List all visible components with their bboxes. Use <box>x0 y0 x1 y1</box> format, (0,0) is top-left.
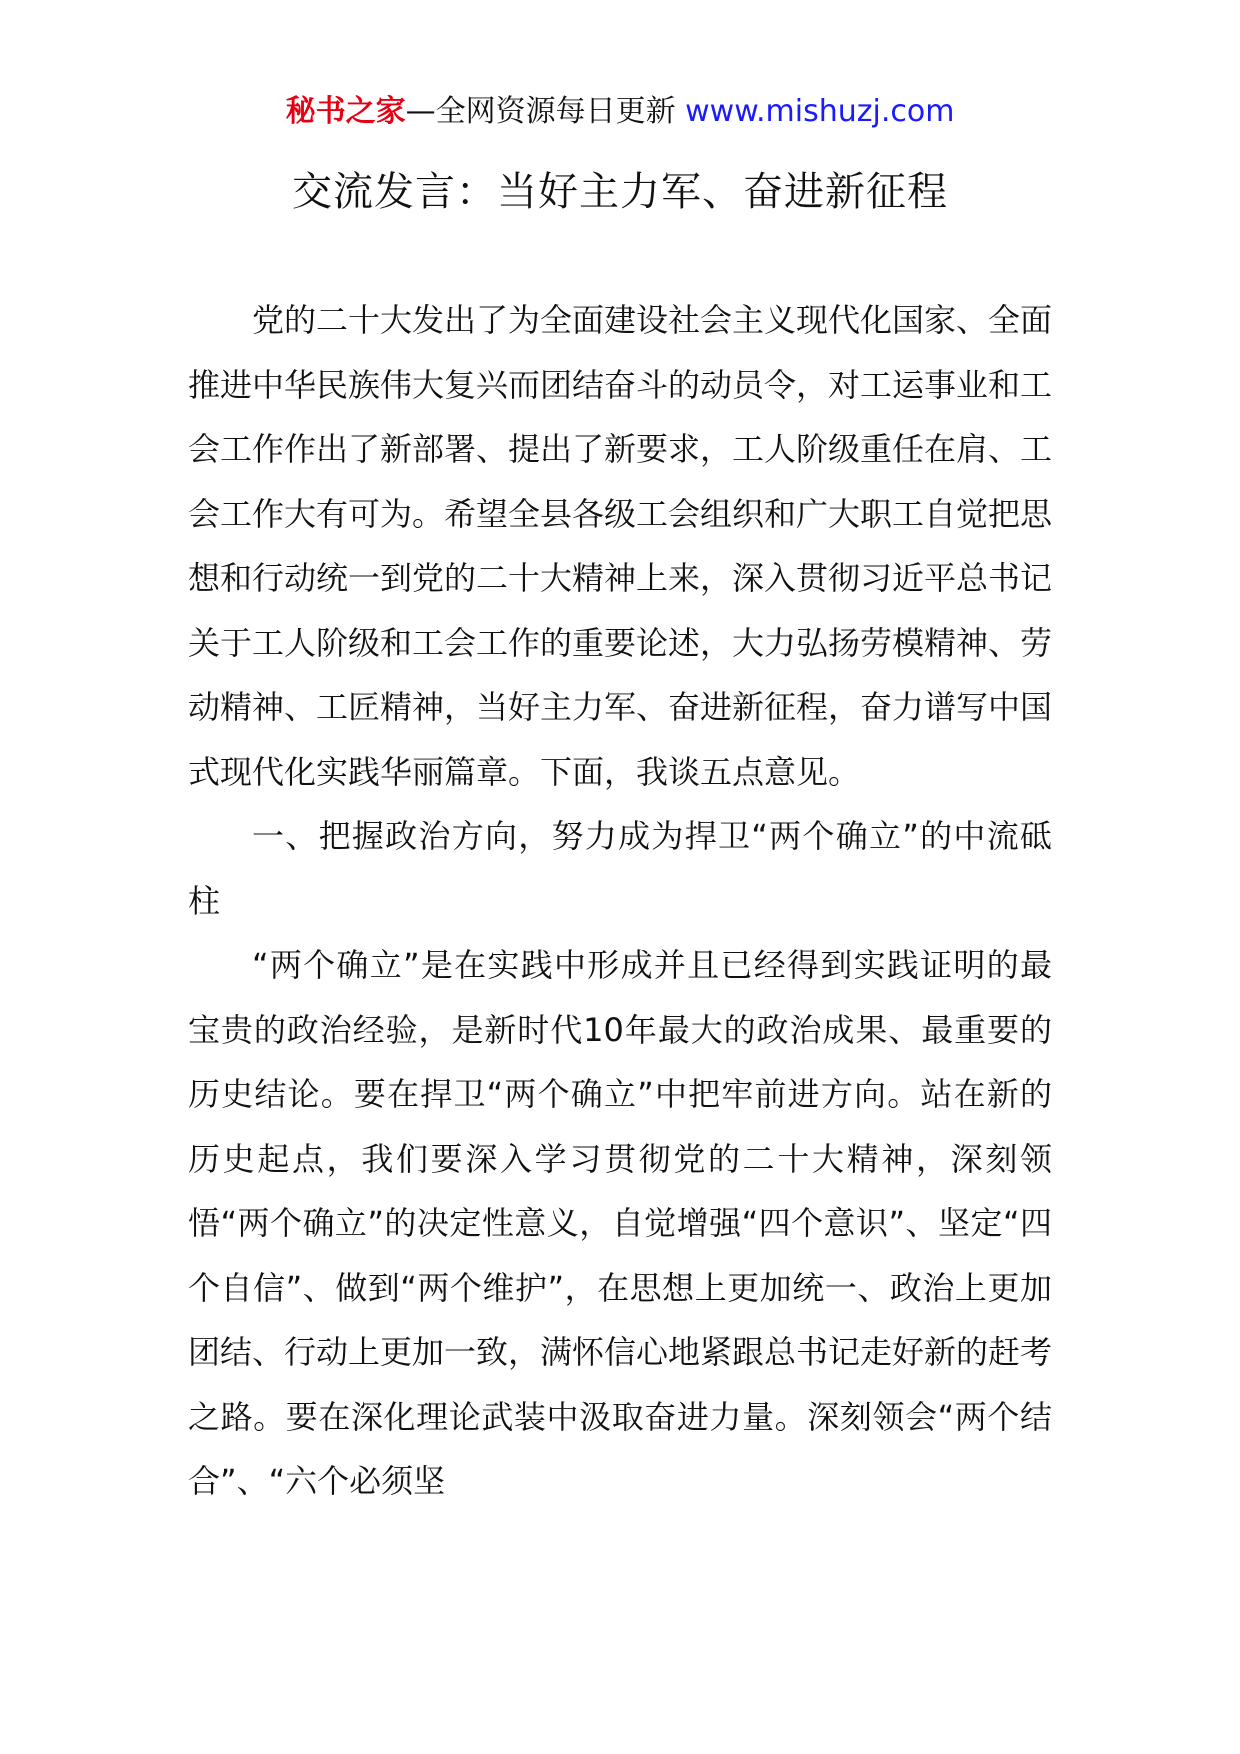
section-heading: 一、把握政治方向，努力成为捍卫“两个确立”的中流砥柱 <box>188 817 1052 920</box>
intro-paragraph: 党的二十大发出了为全面建设社会主义现代化国家、全面推进中华民族伟大复兴而团结奋斗的动员令，对工运事业和工会工作作出了新部署、提出了新要求，工人阶级重任在肩、工会工作大有可为。希望全县各级工会组织和广大职工自觉把思想和行动统一到党的二十大精神上来，深入贯彻习近平总书记关于工人阶级和工会工作的重要论述，大力弘扬劳模精神、劳动精神、工匠精神，当好主力军、奋进新征程，奋力谱写中国式现代化实践华丽篇章。下面，我谈五点意见。 <box>188 301 1053 791</box>
body-paragraph: “两个确立”是在实践中形成并且已经得到实践证明的最宝贵的政治经验，是新时代10年最大的政治成果、最重要的历史结论。要在捍卫“两个确立”中把牢前进方向。站在新的历史起点，我们要深入学习贯彻党的二十大精神，深刻领悟“两个确立”的决定性意义，自觉增强“四个意识”、坚定“四个自信”、做到“两个维护”，在思想上更加统一、政治上更加团结、行动上更加一致，满怀信心地紧跟总书记走好新的赶考之路。要在深化理论武装中汲取奋进力量。深刻领会“两个结合”、“六个必须坚 <box>188 946 1053 1500</box>
document-body <box>188 288 1052 1514</box>
site-url-link[interactable]: www.mishuzj.com <box>685 94 955 129</box>
site-header <box>0 92 1240 132</box>
header-tagline: —全网资源每日更新 <box>405 94 686 129</box>
document-title: 交流发言：当好主力军、奋进新征程 <box>292 169 948 215</box>
brand-name: 秘书之家 <box>285 94 406 129</box>
